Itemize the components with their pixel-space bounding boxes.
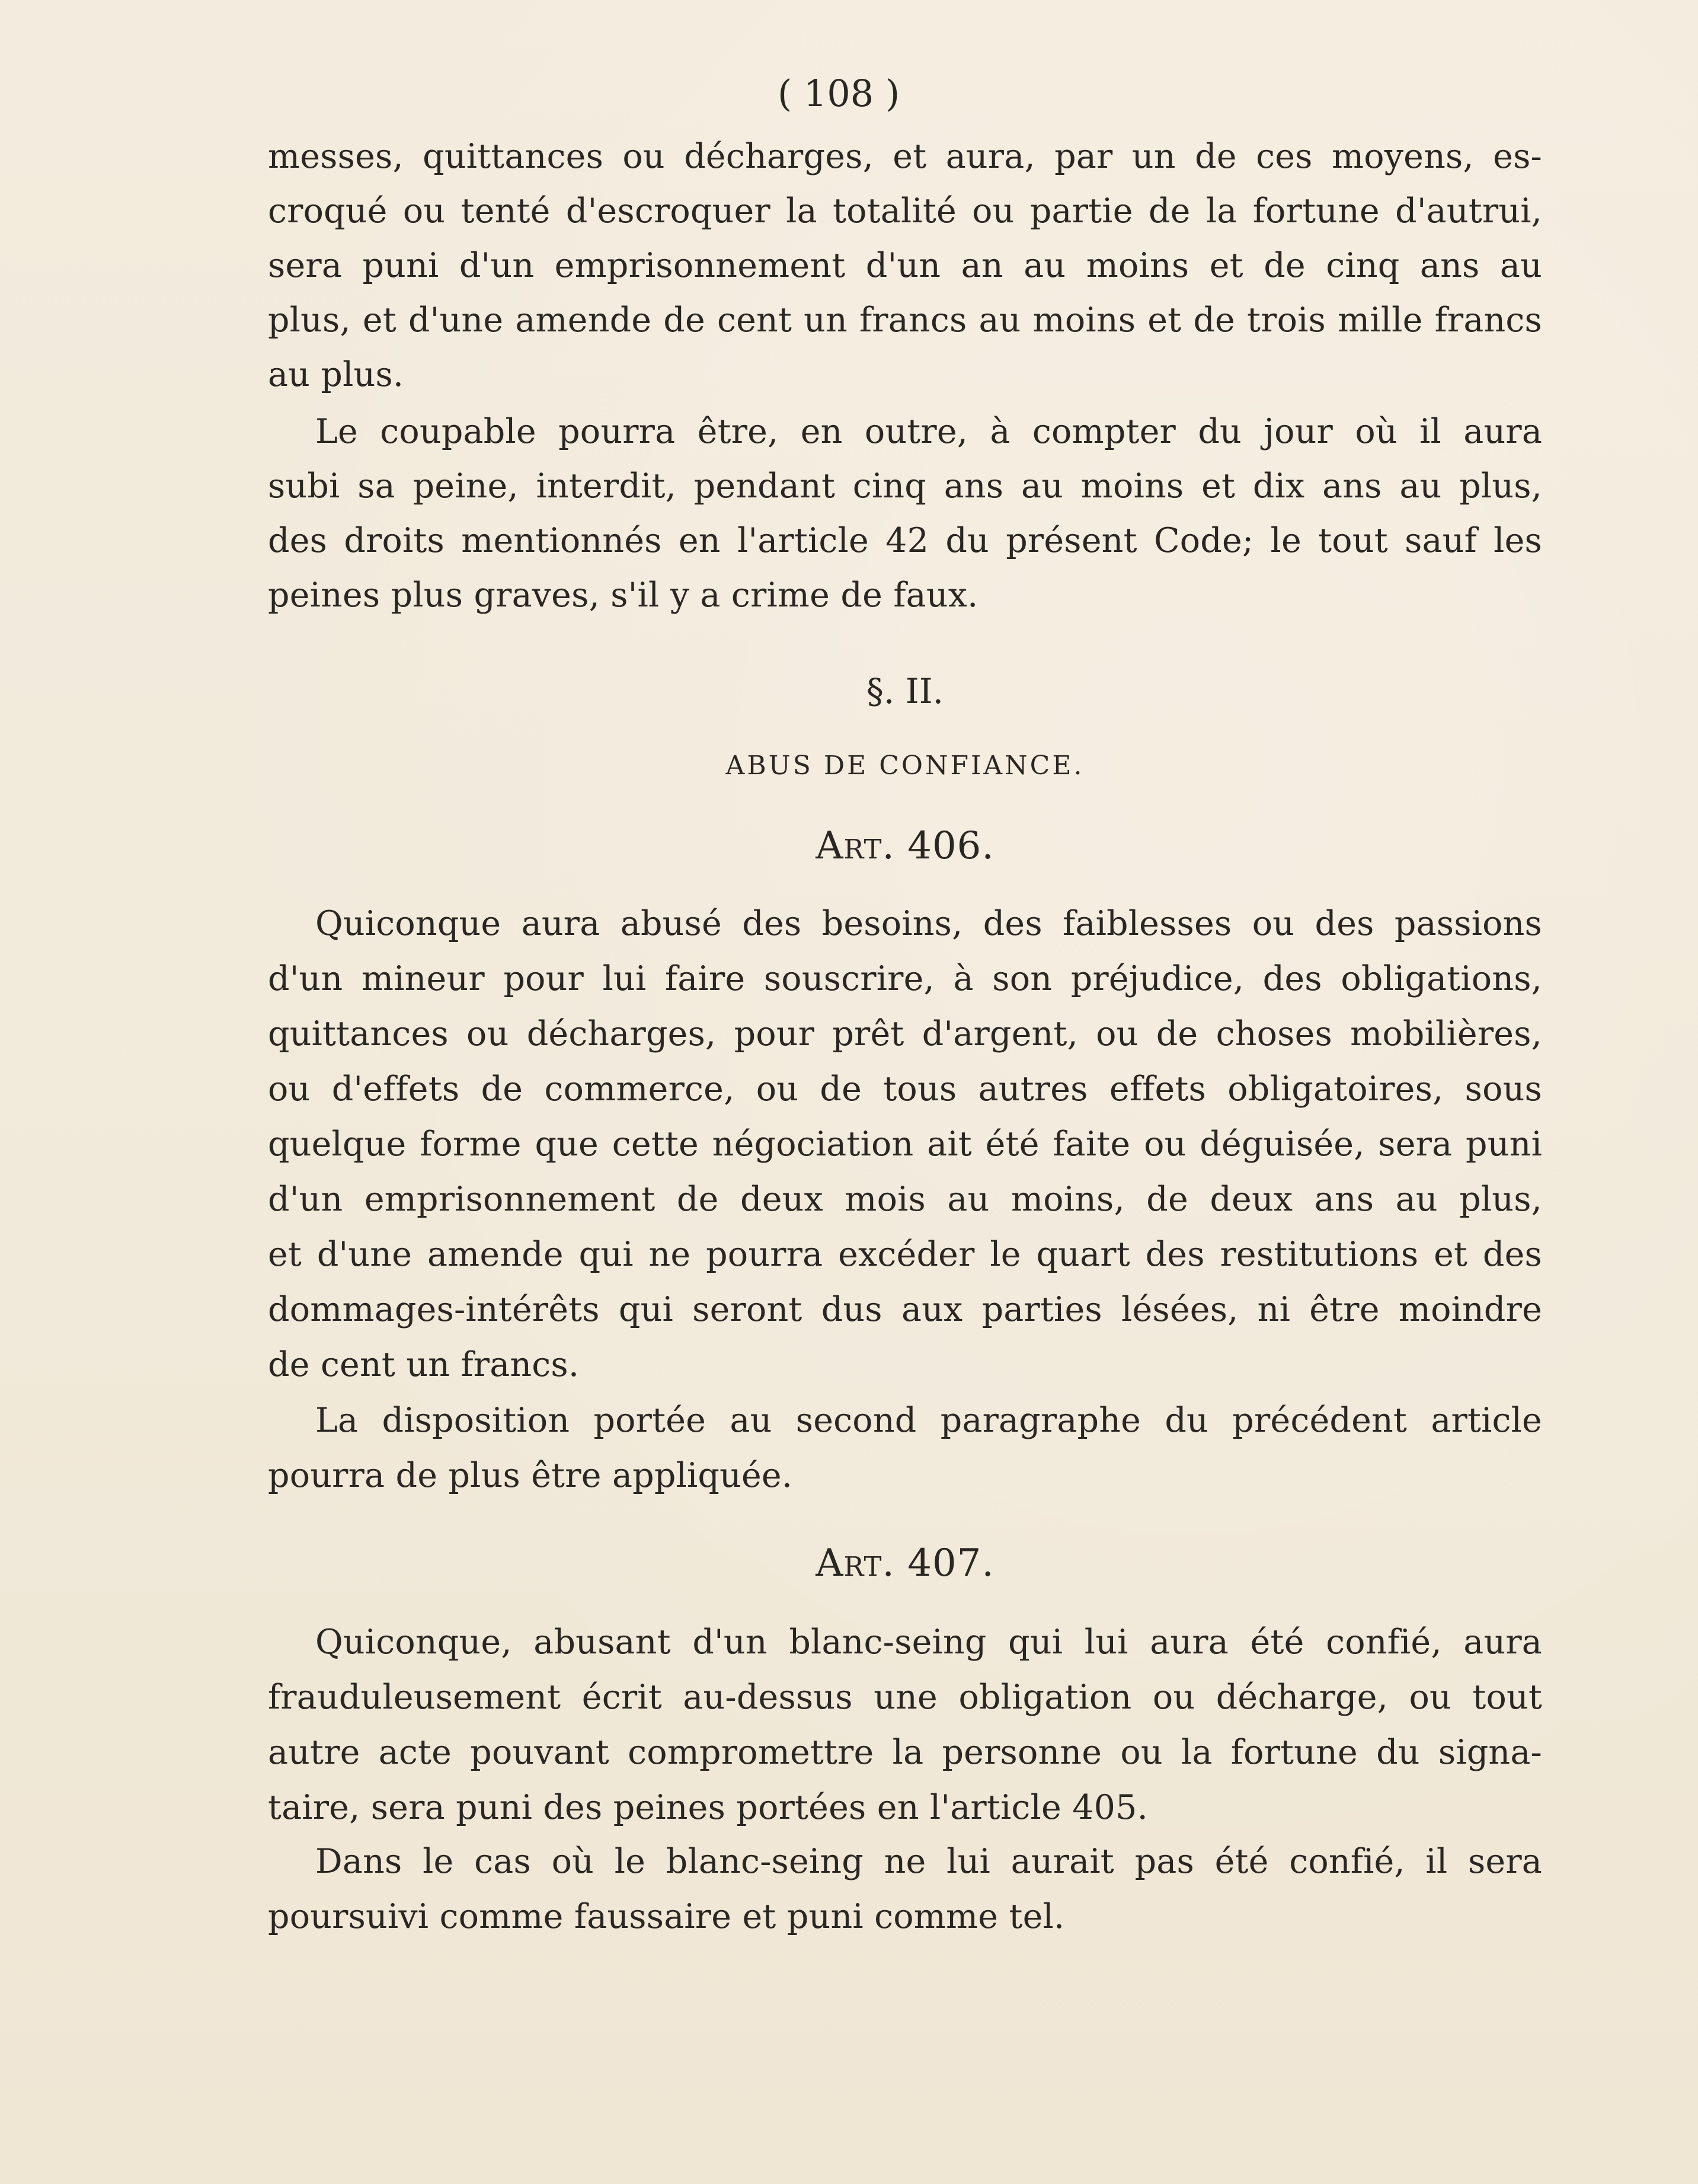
section-heading: ABUS DE CONFIANCE. — [725, 751, 1085, 781]
text-line: quittances ou décharges, pour prêt d'argent, ou de choses mobilières, — [268, 1014, 1542, 1053]
text-line: Quiconque aura abusé des besoins, des faiblesses ou des passions — [315, 904, 1542, 943]
page-number: ( 108 ) — [778, 72, 900, 115]
text-line: Quiconque, abusant d'un blanc-seing qui lui aura été confié, aura — [315, 1623, 1542, 1662]
text-line: quelque forme que cette négociation ait été faite ou déguisée, sera puni — [268, 1125, 1542, 1164]
text-line: poursuivi comme faussaire et puni comme tel. — [268, 1897, 1065, 1936]
text-line: La disposition portée au second paragraphe du précédent article — [315, 1401, 1542, 1440]
text-line: croqué ou tenté d'escroquer la totalité ou partie de la fortune d'autrui, — [268, 191, 1542, 231]
text-line: peines plus graves, s'il y a crime de faux. — [268, 576, 978, 615]
text-line: pourra de plus être appliquée. — [268, 1456, 793, 1495]
article-heading: Art. 407. — [816, 1541, 995, 1585]
text-line: autre acte pouvant compromettre la personne ou la fortune du signa- — [268, 1733, 1542, 1772]
text-line: et d'une amende qui ne pourra excéder le quart des restitutions et des — [268, 1235, 1542, 1274]
text-line: Dans le cas où le blanc-seing ne lui aurait pas été confié, il sera — [315, 1842, 1542, 1881]
text-line: ou d'effets de commerce, ou de tous autres effets obligatoires, sous — [268, 1069, 1542, 1109]
text-line: de cent un francs. — [268, 1345, 580, 1384]
article-heading: Art. 406. — [816, 824, 995, 868]
text-line: taire, sera puni des peines portées en l'article 405. — [268, 1788, 1148, 1827]
text-line: dommages-intérêts qui seront dus aux parties lésées, ni être moindre — [268, 1290, 1542, 1329]
text-line: d'un mineur pour lui faire souscrire, à son préjudice, des obligations, — [268, 959, 1542, 998]
text-line: au plus. — [268, 355, 404, 394]
text-line: frauduleusement écrit au-dessus une obligation ou décharge, ou tout — [268, 1678, 1542, 1717]
text-line: d'un emprisonnement de deux mois au moins, de deux ans au plus, — [268, 1180, 1542, 1219]
section-mark: §. II. — [866, 671, 944, 711]
text-line: plus, et d'une amende de cent un francs au moins et de trois mille francs — [268, 301, 1542, 340]
text-line: messes, quittances ou décharges, et aura, par un de ces moyens, es- — [268, 137, 1542, 176]
text-line: des droits mentionnés en l'article 42 du présent Code; le tout sauf les — [268, 521, 1542, 560]
text-line: sera puni d'un emprisonnement d'un an au moins et de cinq ans au — [268, 246, 1542, 285]
text-line: subi sa peine, interdit, pendant cinq ans au moins et dix ans au plus, — [268, 467, 1542, 506]
text-line: Le coupable pourra être, en outre, à compter du jour où il aura — [315, 412, 1542, 451]
